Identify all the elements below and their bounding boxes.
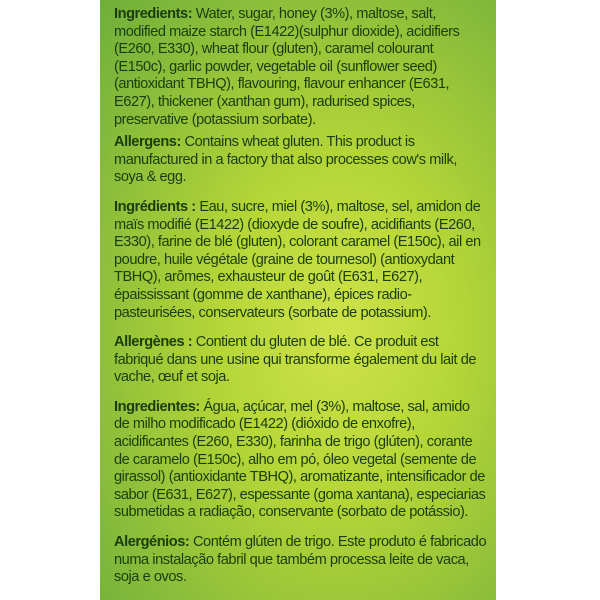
allergens-fr-paragraph (114, 334, 488, 387)
allergens-fr-text: Contient du gluten de blé. Ce produit est fabriqué dans une usine qui transforme également du lait de vache, œuf et soja. (114, 334, 477, 386)
allergens-en-text: Contains wheat gluten. This product is manufactured in a factory that also processes cow's milk, soya & egg. (114, 134, 457, 186)
allergens-pt-paragraph (114, 534, 488, 587)
ingredients-en-paragraph (114, 6, 488, 129)
allergens-en-heading: Allergens: (114, 134, 185, 151)
allergens-en-paragraph (114, 134, 488, 187)
ingredients-pt-heading: Ingredientes: (114, 398, 204, 415)
allergens-fr-heading: Allergènes : (114, 334, 196, 351)
ingredients-en-text: Water, sugar, honey (3%), maltose, salt, modified maize starch (E1422)(sulphur dioxide), acidifiers (E260, E330), wheat flour (gluten), caramel colourant (E150c), garlic powder, vegetable oil (sunflower seed)(antioxidant TBHQ), flavouring, flavour enhancer (E631, E627), thickener (xanthan gum), radurised spices, preservative (potassium sorbate). (114, 6, 460, 128)
ingredients-fr-paragraph (114, 199, 488, 322)
ingredients-pt-text: Água, açúcar, mel (3%), maltose, sal, amido de milho modificado (E1422) (dióxido de enxofre), acidificantes (E260, E330), farinha de trigo (glúten), corante de caramelo (E150c), alho em pó, óleo vegetal (semente de girassol) (antioxidante TBHQ), aromatizante, intensificador de sabor (E631, E627), espessante (goma xantana), especiarias submetidas a radiação, conservante (sorbato de potássio). (114, 398, 486, 521)
ingredients-pt-paragraph (114, 399, 488, 522)
ingredients-en-heading: Ingredients: (114, 6, 196, 22)
allergens-pt-heading: Alergénios: (114, 534, 193, 551)
ingredients-label-panel (100, 0, 496, 600)
ingredients-fr-heading: Ingrédients : (114, 198, 200, 215)
allergens-pt-text: Contém glúten de trigo. Este produto é fabricado numa instalação fabril que também processa leite de vaca, soja e ovos. (114, 534, 487, 586)
ingredients-fr-text: Eau, sucre, miel (3%), maltose, sel, amidon de maïs modifié (E1422) (dioxyde de soufre), acidifiants (E260, E330), farine de blé (gluten), colorant caramel (E150c), ail en poudre, huile végétale (graine de tournesol) (antioxydant TBHQ), arômes, exhausteur de goût (E631, E627), épaississant (gomme de xanthane), épices radio-pasteurisées, conservateurs (sorbate de potassium). (114, 198, 481, 321)
